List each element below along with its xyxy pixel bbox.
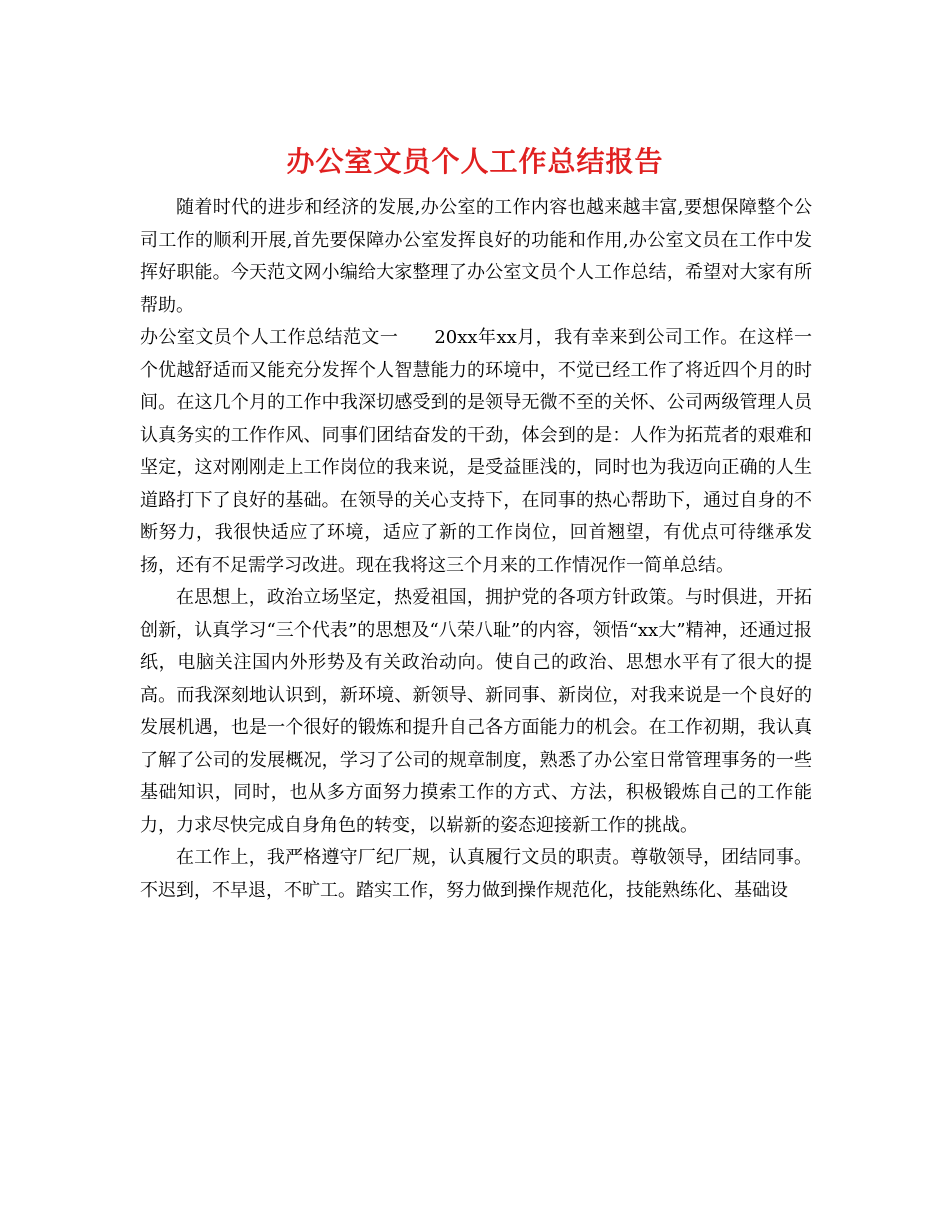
document-title: 办公室文员个人工作总结报告	[286, 145, 664, 178]
thought-paragraph: 在思想上，政治立场坚定，热爱祖国，拥护党的各项方针政策。与时俱进，开拓创新，认真学习“三个代表”的思想及“八荣八耻”的内容，领悟“xx大”精神，还通过报纸，电脑关注国内外形势及有关政治动向。使自己的政治、思想水平有了很大的提高。而我深刻地认识到，新环境、新领导、新同事、新岗位，对我来说是一个良好的发展机遇，也是一个很好的锻炼和提升自己各方面能力的机会。在工作初期，我认真了解了公司的发展概况，学习了公司的规章制度，熟悉了办公室日常管理事务的一些基础知识，同时，也从多方面努力摸索工作的方式、方法，积极锻炼自己的工作能力，力求尽快完成自身角色的转变，以崭新的姿态迎接新工作的挑战。	[140, 587, 812, 836]
intro-paragraph: 随着时代的进步和经济的发展,办公室的工作内容也越来越丰富,要想保障整个公司工作的顺利开展,首先要保障办公室发挥良好的功能和作用,办公室文员在工作中发挥好职能。今天范文网小编给大家整理了办公室文员个人工作总结，希望对大家有所帮助。	[140, 197, 812, 316]
sample-paragraph	[140, 322, 812, 582]
document-body	[140, 192, 812, 907]
sample-heading: 办公室文员个人工作总结范文一	[140, 327, 399, 348]
work-paragraph: 在工作上，我严格遵守厂纪厂规，认真履行文员的职责。尊敬领导，团结同事。不迟到，不早退，不旷工。踏实工作，努力做到操作规范化，技能熟练化、基础设	[140, 847, 812, 901]
sample-text: 20xx年xx月，我有幸来到公司工作。在这样一个优越舒适而又能充分发挥个人智慧能力的环境中，不觉已经工作了将近四个月的时间。在这几个月的工作中我深切感受到的是领导无微不至的关怀、公司两级管理人员认真务实的工作作风、同事们团结奋发的干劲，体会到的是：人作为拓荒者的艰难和坚定，这对刚刚走上工作岗位的我来说，是受益匪浅的，同时也为我迈向正确的人生道路打下了良好的基础。在领导的关心支持下，在同事的热心帮助下，通过自身的不断努力，我很快适应了环境，适应了新的工作岗位，回首翘望，有优点可待继承发扬，还有不足需学习改进。现在我将这三个月来的工作情况作一简单总结。	[140, 327, 812, 576]
